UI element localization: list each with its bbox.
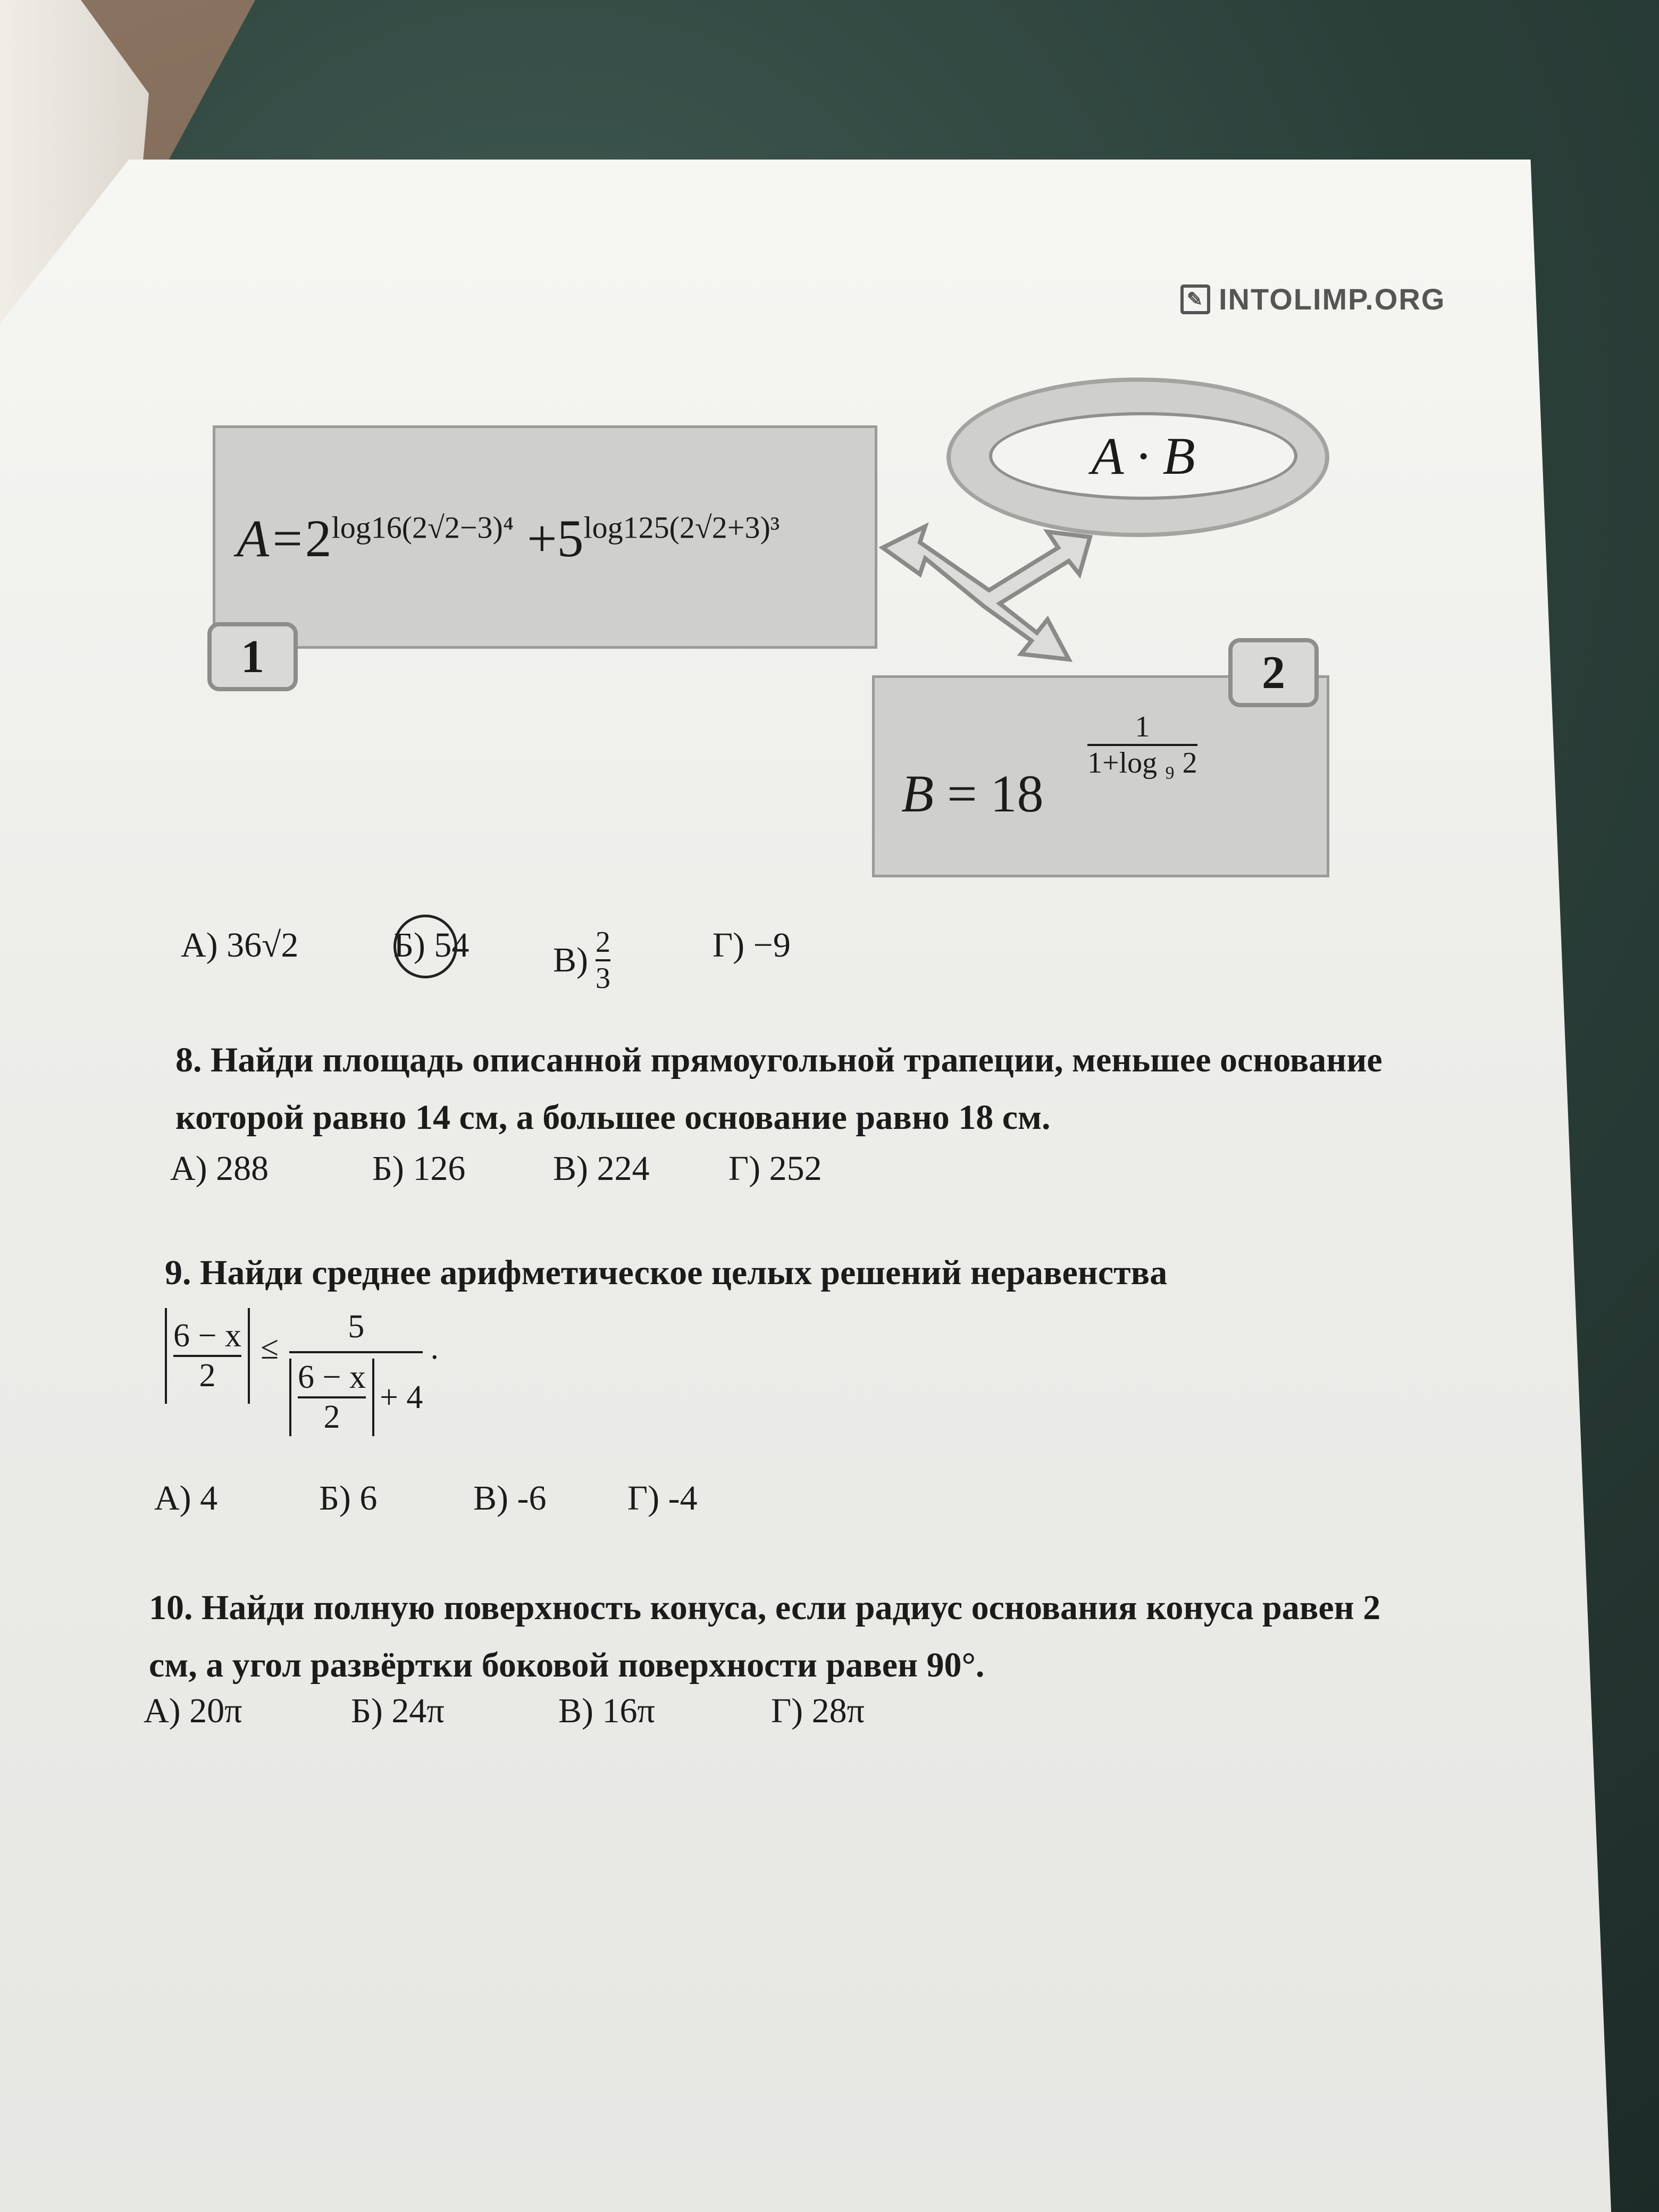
q9-option-b[interactable]: Б) 6 bbox=[319, 1479, 378, 1518]
formula-a bbox=[237, 508, 780, 569]
formula-b bbox=[901, 763, 1044, 824]
q9-inequality bbox=[165, 1308, 439, 1436]
answer-circle-mark bbox=[393, 915, 457, 978]
equals-sign: = bbox=[269, 509, 305, 568]
period: . bbox=[430, 1330, 439, 1366]
double-arrow-icon bbox=[877, 500, 1101, 675]
rhs-inner-numerator: 6 − x bbox=[298, 1359, 366, 1395]
q9-text: 9. Найди среднее арифметическое целых решений неравенства bbox=[165, 1253, 1168, 1292]
option-v[interactable] bbox=[553, 925, 713, 995]
q10-option-v[interactable]: В) 16π bbox=[558, 1691, 655, 1730]
task7-options bbox=[181, 925, 791, 995]
logo-text: INTOLIMP.ORG bbox=[1219, 282, 1446, 316]
exponent-1: log16(2√2−3)⁴ bbox=[331, 510, 514, 545]
rhs-plus-4: + 4 bbox=[379, 1379, 423, 1415]
puzzle-icon: ✎ bbox=[1180, 284, 1210, 314]
q10-option-g[interactable]: Г) 28π bbox=[771, 1691, 865, 1730]
q10-option-a[interactable]: А) 20π bbox=[144, 1691, 242, 1730]
q9-option-g[interactable]: Г) -4 bbox=[627, 1479, 698, 1518]
exponent-numerator: 1 bbox=[1135, 710, 1150, 743]
box-number-2-text: 2 bbox=[1262, 647, 1285, 699]
question-9 bbox=[165, 1244, 1167, 1302]
rhs-inner-fraction bbox=[298, 1359, 366, 1436]
q8-option-b[interactable]: Б) 126 bbox=[372, 1149, 466, 1188]
lhs-abs bbox=[165, 1308, 250, 1404]
box-number-1 bbox=[207, 622, 298, 691]
box-number-1-text: 1 bbox=[241, 631, 264, 683]
formula-box-a bbox=[213, 425, 877, 649]
rhs-bar bbox=[289, 1351, 423, 1353]
exponent-2: log125(2√2+3)³ bbox=[583, 510, 780, 545]
option-b[interactable]: Б) 54 bbox=[393, 926, 470, 965]
q9-option-v[interactable]: В) -6 bbox=[473, 1479, 547, 1518]
option-v-label: В) bbox=[553, 941, 588, 979]
q10-option-b[interactable]: Б) 24π bbox=[351, 1691, 445, 1730]
option-v-fraction bbox=[596, 925, 610, 995]
q10-line2: см, а угол развёртки боковой поверхности равен 90°. bbox=[149, 1646, 985, 1685]
product-label bbox=[989, 412, 1297, 500]
option-g[interactable]: Г) −9 bbox=[713, 926, 791, 965]
q9-option-a[interactable]: А) 4 bbox=[154, 1479, 218, 1518]
option-v-denominator: 3 bbox=[596, 962, 610, 995]
question-8 bbox=[175, 1032, 1382, 1146]
q10-line1: 10. Найди полную поверхность конуса, если радиус основания конуса равен 2 bbox=[149, 1588, 1381, 1627]
q10-options bbox=[144, 1691, 865, 1731]
var-a: A bbox=[237, 509, 270, 568]
lhs-fraction bbox=[173, 1317, 241, 1395]
q9-options bbox=[154, 1478, 698, 1519]
rhs-abs bbox=[289, 1359, 374, 1436]
q8-options bbox=[170, 1149, 822, 1189]
rhs-inner-denominator: 2 bbox=[323, 1399, 340, 1435]
leq-sign: ≤ bbox=[260, 1330, 279, 1366]
site-logo bbox=[1180, 282, 1445, 316]
q8-option-g[interactable]: Г) 252 bbox=[728, 1149, 822, 1188]
exponent-denominator: 1+log ₉ 2 bbox=[1087, 747, 1197, 780]
plus-sign: + bbox=[527, 509, 557, 568]
var-b: B bbox=[901, 764, 934, 823]
base-2: 2 bbox=[305, 509, 332, 568]
product-text: A · B bbox=[1091, 426, 1195, 485]
rhs-fraction bbox=[289, 1308, 423, 1436]
box-number-2 bbox=[1228, 638, 1319, 707]
q8-line1: 8. Найди площадь описанной прямоугольной трапеции, меньшее основание bbox=[175, 1041, 1382, 1079]
q8-option-a[interactable]: А) 288 bbox=[170, 1149, 269, 1188]
option-v-numerator: 2 bbox=[596, 926, 610, 959]
q8-line2: которой равно 14 см, а большее основание равно 18 см. bbox=[175, 1098, 1051, 1137]
option-a[interactable]: А) 36√2 bbox=[181, 926, 299, 965]
q8-option-v[interactable]: В) 224 bbox=[553, 1149, 650, 1188]
lhs-numerator: 6 − x bbox=[173, 1318, 241, 1354]
base-18: 18 bbox=[990, 764, 1044, 823]
equals-sign-b: = bbox=[947, 764, 977, 823]
question-10 bbox=[149, 1579, 1380, 1694]
rhs-denominator bbox=[289, 1359, 423, 1436]
exponent-fraction bbox=[1087, 710, 1197, 780]
base-5: 5 bbox=[557, 509, 584, 568]
lhs-denominator: 2 bbox=[199, 1358, 216, 1394]
rhs-numerator: 5 bbox=[348, 1309, 365, 1345]
